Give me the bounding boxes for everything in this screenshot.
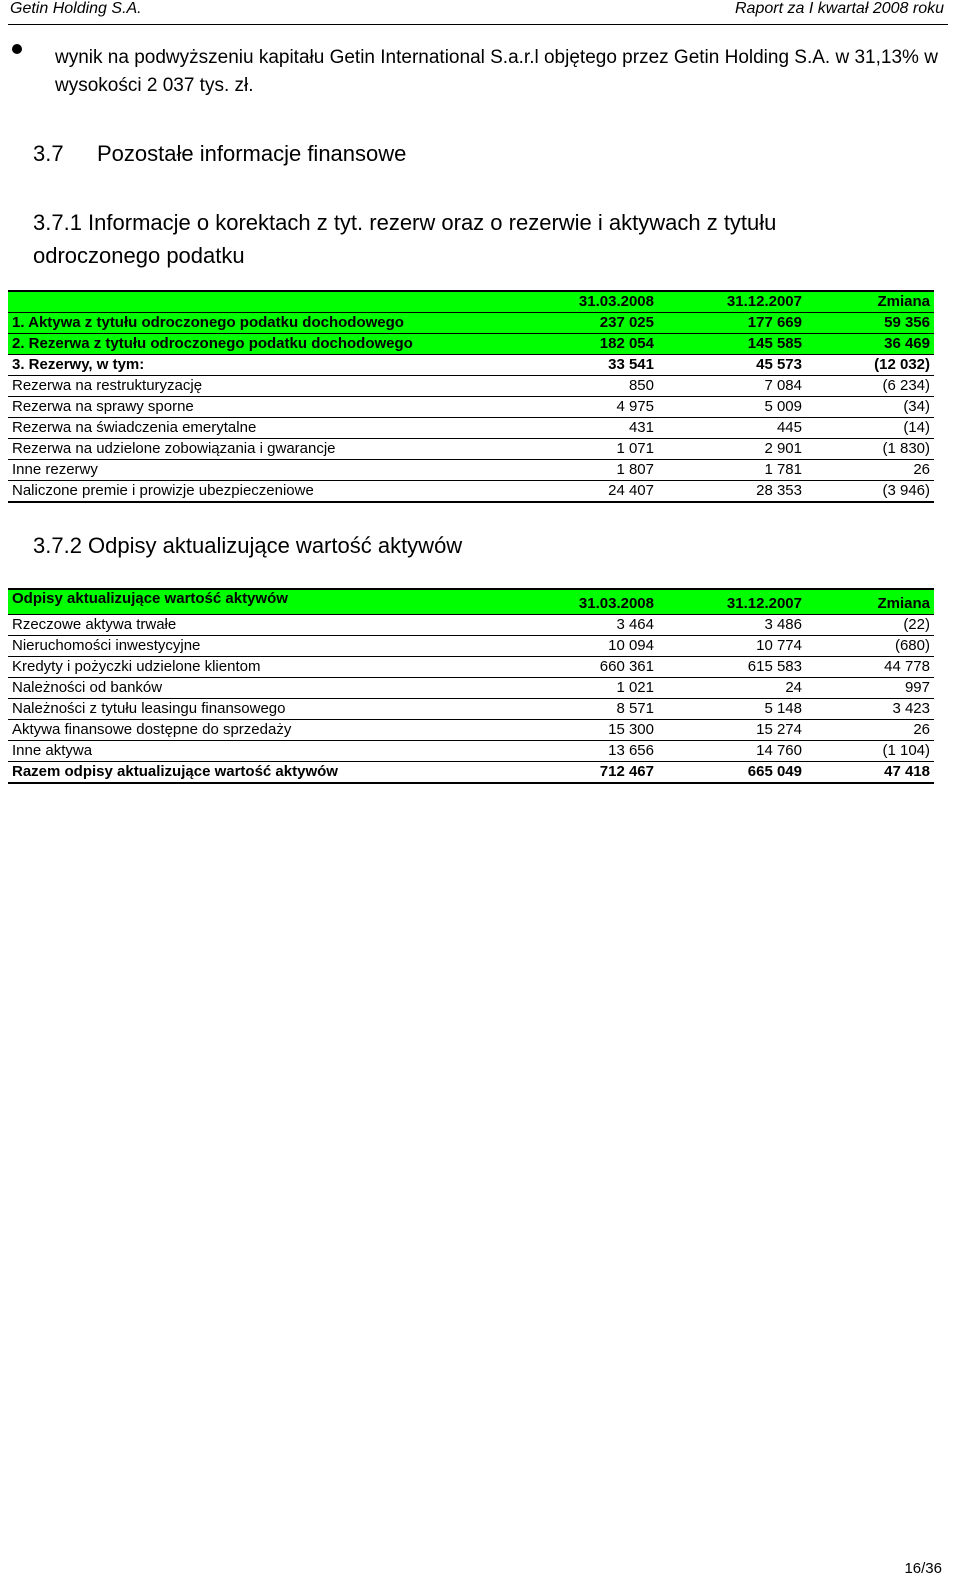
row-change: (22) bbox=[806, 615, 934, 636]
row-value-2008: 850 bbox=[498, 376, 658, 397]
row-change: 47 418 bbox=[884, 763, 930, 780]
row-change: (34) bbox=[806, 397, 934, 418]
table-header-row bbox=[8, 291, 934, 313]
row-change: (680) bbox=[806, 636, 934, 657]
impairment-table bbox=[8, 588, 934, 784]
row-value-2007: 145 585 bbox=[658, 334, 806, 355]
row-value-2008: 10 094 bbox=[498, 636, 658, 657]
table-row bbox=[8, 720, 934, 741]
page-header bbox=[0, 0, 960, 28]
section-title: Pozostałe informacje finansowe bbox=[97, 141, 407, 166]
row-label: Rzeczowe aktywa trwałe bbox=[8, 615, 498, 636]
row-value-2007: 15 274 bbox=[658, 720, 806, 741]
row-value-2007: 24 bbox=[658, 678, 806, 699]
row-value-2007: 2 901 bbox=[658, 439, 806, 460]
table-row bbox=[8, 481, 934, 503]
header-report-title: Raport za I kwartał 2008 roku bbox=[735, 0, 944, 17]
table-row bbox=[8, 678, 934, 699]
row-label: Należności z tytułu leasingu finansowego bbox=[8, 699, 498, 720]
row-label: Rezerwa na sprawy sporne bbox=[8, 397, 498, 418]
row-value-2007: 28 353 bbox=[756, 482, 802, 499]
header-cell-label bbox=[8, 291, 498, 313]
row-value-2007: 5 009 bbox=[658, 397, 806, 418]
table-row bbox=[8, 376, 934, 397]
row-value-2008: 24 407 bbox=[608, 482, 654, 499]
row-value-2008: 237 025 bbox=[498, 313, 658, 334]
bullet-paragraph: wynik na podwyższeniu kapitału Getin International S.a.r.l objętego przez Getin Holding S.A. w 31,13% w wysokości 2 037 tys. zł. bbox=[55, 47, 938, 96]
row-label: Nieruchomości inwestycyjne bbox=[8, 636, 498, 657]
header-cell-date1: 31.03.2008 bbox=[498, 291, 658, 313]
row-change: 26 bbox=[806, 720, 934, 741]
row-label: Rezerwa na udzielone zobowiązania i gwarancje bbox=[8, 439, 498, 460]
row-value-2007: 615 583 bbox=[658, 657, 806, 678]
row-change: (3 946) bbox=[882, 482, 930, 499]
row-label: Aktywa finansowe dostępne do sprzedaży bbox=[8, 720, 498, 741]
header-cell-label: Odpisy aktualizujące wartość aktywów bbox=[8, 589, 498, 615]
row-value-2008: 33 541 bbox=[498, 355, 658, 376]
row-value-2008: 660 361 bbox=[498, 657, 658, 678]
row-label: Rezerwa na restrukturyzację bbox=[8, 376, 498, 397]
row-value-2007: 7 084 bbox=[658, 376, 806, 397]
row-change: (14) bbox=[806, 418, 934, 439]
section-heading-3-7-1: 3.7.1 Informacje o korektach z tyt. rezerw oraz o rezerwie i aktywach z tytułu odroczonego podatku bbox=[33, 210, 777, 268]
deferred-tax-table bbox=[8, 290, 934, 503]
row-value-2008: 1 807 bbox=[498, 460, 658, 481]
row-value-2007: 665 049 bbox=[747, 763, 802, 780]
row-value-2007: 3 486 bbox=[658, 615, 806, 636]
header-rule bbox=[8, 24, 948, 25]
row-value-2007: 14 760 bbox=[658, 741, 806, 762]
row-change: 44 778 bbox=[806, 657, 934, 678]
row-label: Razem odpisy aktualizujące wartość aktywów bbox=[12, 763, 338, 780]
section-heading-3-7-2: 3.7.2 Odpisy aktualizujące wartość aktywów bbox=[33, 533, 463, 558]
header-company: Getin Holding S.A. bbox=[10, 0, 142, 17]
row-label: Rezerwa na świadczenia emerytalne bbox=[8, 418, 498, 439]
row-value-2007: 1 781 bbox=[658, 460, 806, 481]
row-value-2008: 712 467 bbox=[599, 763, 654, 780]
row-value-2007: 10 774 bbox=[658, 636, 806, 657]
row-change: (1 830) bbox=[806, 439, 934, 460]
table-row bbox=[8, 355, 934, 376]
row-label: 3. Rezerwy, w tym: bbox=[8, 355, 498, 376]
row-value-2008: 3 464 bbox=[498, 615, 658, 636]
table-row bbox=[8, 615, 934, 636]
header-cell-date2: 31.12.2007 bbox=[658, 291, 806, 313]
table-total-row bbox=[8, 762, 934, 784]
header-cell-change: Zmiana bbox=[806, 589, 934, 615]
section-heading-3-7 bbox=[33, 141, 406, 167]
table-row bbox=[8, 439, 934, 460]
table-row bbox=[8, 636, 934, 657]
page-number: 16/36 bbox=[904, 1560, 942, 1577]
row-label: 2. Rezerwa z tytułu odroczonego podatku dochodowego bbox=[8, 334, 498, 355]
row-change: (1 104) bbox=[806, 741, 934, 762]
table-row bbox=[8, 741, 934, 762]
table-row bbox=[8, 460, 934, 481]
section-number: 3.7 bbox=[33, 141, 64, 166]
table-row bbox=[8, 657, 934, 678]
row-label: 1. Aktywa z tytułu odroczonego podatku dochodowego bbox=[8, 313, 498, 334]
header-cell-change: Zmiana bbox=[806, 291, 934, 313]
row-value-2008: 431 bbox=[498, 418, 658, 439]
row-change: 36 469 bbox=[806, 334, 934, 355]
row-label: Inne aktywa bbox=[8, 741, 498, 762]
row-value-2007: 45 573 bbox=[658, 355, 806, 376]
table-row bbox=[8, 334, 934, 355]
row-value-2007: 445 bbox=[658, 418, 806, 439]
row-value-2008: 13 656 bbox=[498, 741, 658, 762]
row-change: (12 032) bbox=[806, 355, 934, 376]
bullet-dot-icon bbox=[12, 44, 22, 54]
row-change: (6 234) bbox=[806, 376, 934, 397]
row-value-2008: 15 300 bbox=[498, 720, 658, 741]
row-value-2007: 5 148 bbox=[658, 699, 806, 720]
row-change: 3 423 bbox=[806, 699, 934, 720]
row-label: Naliczone premie i prowizje ubezpieczeniowe bbox=[12, 482, 314, 499]
row-value-2008: 1 021 bbox=[498, 678, 658, 699]
header-cell-date1: 31.03.2008 bbox=[498, 589, 658, 615]
table-row bbox=[8, 699, 934, 720]
row-value-2008: 1 071 bbox=[498, 439, 658, 460]
row-value-2008: 4 975 bbox=[498, 397, 658, 418]
table-header-row bbox=[8, 589, 934, 615]
row-value-2007: 177 669 bbox=[658, 313, 806, 334]
table-row bbox=[8, 418, 934, 439]
table-row bbox=[8, 313, 934, 334]
row-change: 26 bbox=[806, 460, 934, 481]
row-label: Należności od banków bbox=[8, 678, 498, 699]
row-value-2008: 182 054 bbox=[498, 334, 658, 355]
row-label: Kredyty i pożyczki udzielone klientom bbox=[8, 657, 498, 678]
row-change: 59 356 bbox=[806, 313, 934, 334]
table-row bbox=[8, 397, 934, 418]
row-label: Inne rezerwy bbox=[8, 460, 498, 481]
header-cell-date2: 31.12.2007 bbox=[658, 589, 806, 615]
row-change: 997 bbox=[806, 678, 934, 699]
row-value-2008: 8 571 bbox=[498, 699, 658, 720]
